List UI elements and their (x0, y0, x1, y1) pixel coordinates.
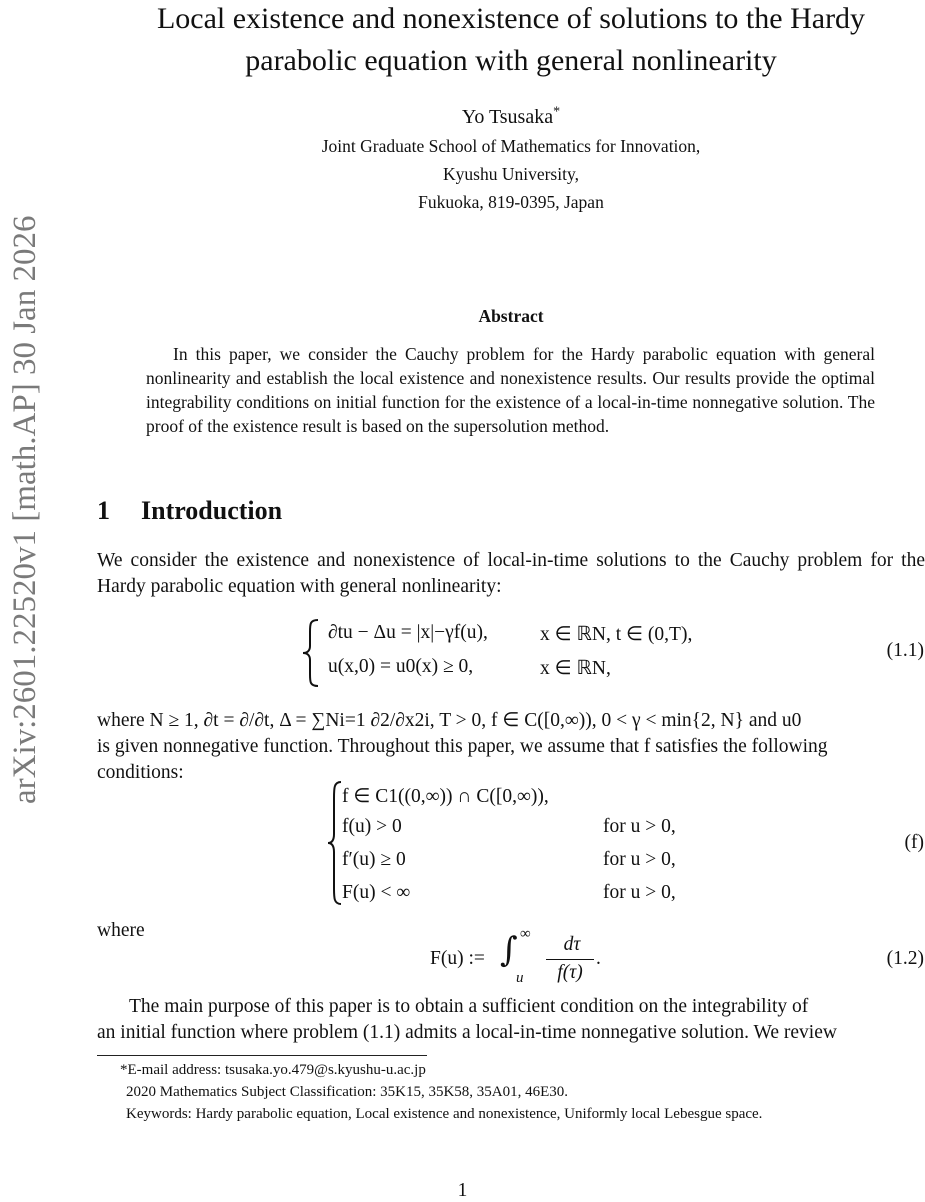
eq-1-1-row1-rhs: x ∈ ℝN, t ∈ (0,T), (540, 624, 693, 645)
eq-1-1-number: (1.1) (886, 640, 924, 661)
eq-1-2-numerator: dτ (563, 934, 581, 955)
title-line-2: parabolic equation with general nonlinearity (245, 44, 777, 77)
main-para-line-2: an initial function where problem (1.1) admits a local-in-time nonnegative solution. We review (97, 1022, 837, 1043)
eq-1-2-lower-limit: u (516, 970, 524, 986)
cond-f-row4-lhs: F(u) < ∞ (342, 882, 411, 903)
where-para-line-1: where N ≥ 1, ∂t = ∂/∂t, Δ = ∑Ni=1 ∂2/∂x2i, T > 0, f ∈ C([0,∞)), 0 < γ < min{2, N} and u0 (97, 710, 802, 731)
eq-1-2-lhs: F(u) := (430, 948, 485, 969)
section-number: 1 (97, 496, 110, 525)
cond-f-row2-lhs: f(u) > 0 (342, 816, 402, 837)
where-word: where (97, 920, 145, 941)
eq-1-2-denominator: f(τ) (557, 962, 583, 983)
where-para-line-2: is given nonnegative function. Throughout this paper, we assume that f satisfies the following (97, 736, 828, 757)
cond-f-row3-rhs: for u > 0, (603, 849, 676, 870)
cond-f-row1-lhs: f ∈ C1((0,∞)) ∩ C([0,∞)), (342, 786, 549, 807)
title-line-1: Local existence and nonexistence of solutions to the Hardy (156, 2, 866, 35)
fraction-bar (546, 959, 594, 960)
eq-1-2-number: (1.2) (886, 948, 924, 969)
footnote-rule (97, 1055, 427, 1056)
cond-f-row3-lhs: f′(u) ≥ 0 (342, 849, 406, 870)
main-para-line-1: The main purpose of this paper is to obtain a sufficient condition on the integrability of (129, 996, 809, 1017)
footnote-email: *E-mail address: tsusaka.yo.479@s.kyushu-u.ac.jp (120, 1062, 426, 1078)
paper-title (97, 0, 925, 82)
cond-f-row4-rhs: for u > 0, (603, 882, 676, 903)
affiliation-line-2: Kyushu University, (443, 164, 579, 184)
page-number: 1 (457, 1180, 468, 1201)
abstract-text: In this paper, we consider the Cauchy problem for the Hardy parabolic equation with general nonlinearity and establish the local existence and nonexistence results. Our results provide the optimal integrability conditions on initial function for the existence of a local-in-time nonnegative solution. The proof of the existence result is based on the supersolution method. (146, 344, 875, 436)
eq-1-2-upper-limit: ∞ (520, 926, 531, 942)
intro-paragraph: We consider the existence and nonexistence of local-in-time solutions to the Cauchy problem for the Hardy parabolic equation with general nonlinearity: (97, 550, 925, 597)
eq-1-2-period: . (596, 948, 601, 969)
left-brace-1-1 (300, 618, 322, 688)
section-heading (97, 496, 282, 526)
author-name: Yo Tsusaka (461, 106, 554, 128)
affiliation-line-3: Fukuoka, 819-0395, Japan (418, 192, 604, 212)
cond-f-row2-rhs: for u > 0, (603, 816, 676, 837)
author (97, 106, 925, 129)
author-footnote-mark: * (553, 104, 561, 120)
arxiv-side-stamp: arXiv:2601.22520v1 [math.AP] 30 Jan 2026 (7, 215, 43, 805)
footnote-msc: 2020 Mathematics Subject Classification: 35K15, 35K58, 35A01, 46E30. (126, 1084, 569, 1100)
eq-1-1-row2-lhs: u(x,0) = u0(x) ≥ 0, (328, 656, 474, 677)
footnote-keywords: Keywords: Hardy parabolic equation, Local existence and nonexistence, Uniformly local Lebesgue space. (126, 1106, 763, 1122)
affiliation-line-1: Joint Graduate School of Mathematics for Innovation, (321, 136, 701, 156)
section-title: Introduction (141, 496, 283, 525)
eq-1-1-row1-lhs: ∂tu − Δu = |x|−γf(u), (328, 622, 488, 643)
abstract-heading: Abstract (478, 306, 544, 326)
cond-f-number: (f) (904, 832, 924, 853)
integral-sign: ∫ (500, 930, 518, 970)
eq-1-1-row2-rhs: x ∈ ℝN, (540, 658, 611, 679)
where-para-line-3: conditions: (97, 762, 184, 783)
